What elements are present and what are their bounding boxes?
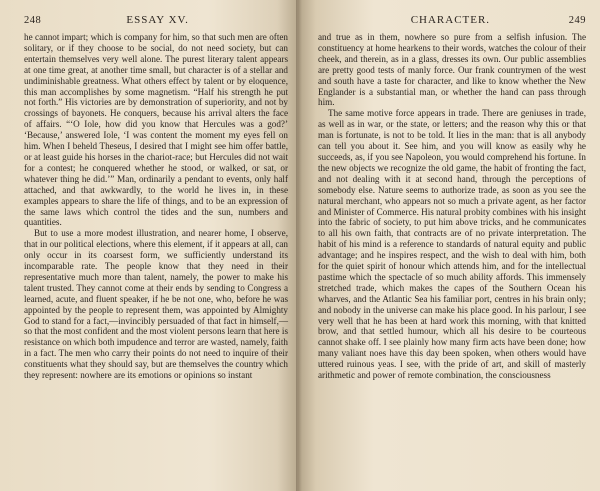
right-paragraph-2: The same motive force appears in trade. There are geniuses in trade, as well as in war, or the state, or letters; and the reason why this or that man is fortunate, is not to be told. It lies in the man: that is all anybody can tell you about it. See him, and you will know as easily why he succeeds, as, if you see Napoleon, you would comprehend his fortune. In the new objects we recognize the old game, the habit of fronting the fact, and not dealing with it at second hand, through the perceptions of somebody else. Nature seems to authorize trade, as soon as you see the natural merchant, who appears not so much a private agent, as her factor and Minister of Commerce. His natural probity combines with his insight into the fabric of society, to put him above tricks, and he communicates to all his own faith, that contracts are of no private interpretation. The habit of his mind is a reference to standards of natural equity and public advantage; and he inspires respect, and the wish to deal with him, both for the quiet spirit of honour which attends him, and for the intellectual pastime which the spectacle of so much ability affords. This immensely stretched trade, which makes the capes of the Southern Ocean his wharves, and the Atlantic Sea his familiar port, centres in his brain only; and nobody in the universe can make his place good. In his parlour, I see very well that he has been at hard work this morning, with that knitted brow, and that settled humour, which all his desire to be courteous cannot shake off. I see plainly how many firm acts have been done; how many valiant noes have this day been spoken, when others would have uttered ruinous yeas. I see, with the pride of art, and skill of masterly arithmetic and power of remote combination, the consciousness bbox=[318, 108, 586, 381]
right-page-text bbox=[318, 32, 586, 381]
right-page bbox=[298, 0, 600, 491]
left-running-head bbox=[24, 14, 288, 26]
right-page-number: 249 bbox=[568, 15, 586, 26]
right-running-head bbox=[318, 14, 586, 26]
left-page bbox=[0, 0, 298, 491]
right-running-title: CHARACTER. bbox=[410, 14, 491, 26]
left-paragraph-1: he cannot impart; which is company for him, so that such men are often solitary, or if they choose to be social, do not need society, but can entertain themselves very well alone. The purest literary talent appears at one time great, at another time small, but character is of a stellar and undiminishable greatness. What others effect by talent or by eloquence, this man accomplishes by some magnetism. “Half his strength he put not forth.” His victories are by demonstration of superiority, and not by crossings of bayonets. He conquers, because his arrival alters the face of affairs. “‘O Iole, how did you know that Hercules was a god?’ ‘Because,’ answered Iole, ‘I was content the moment my eyes fell on him. When I beheld Theseus, I desired that I might see him offer battle, or at least guide his horses in the chariot-race; but Hercules did not wait for a contest; he conquered whether he stood, or walked, or sat, or whatever thing he did.’” Man, ordinarily a pendant to events, only half attached, and that awkwardly, to the world he lives in, in these examples appears to share the life of things, and to be an expression of the same laws which control the tides and the sun, numbers and quantities. bbox=[24, 32, 288, 228]
left-paragraph-2: But to use a more modest illustration, and nearer home, I observe, that in our political elections, where this element, if it appears at all, can only occur in its coarsest form, we sufficiently understand its incomparable rate. The people know that they need in their representative much more than talent, namely, the power to make his talent trusted. They cannot come at their ends by sending to Congress a learned, acute, and fluent speaker, if he be not one, who, before he was appointed by the people to represent them, was appointed by Almighty God to stand for a fact,—invincibly persuaded of that fact in himself,—so that the most confident and the most violent persons learn that here is resistance on which both impudence and terror are wasted, namely, faith in a fact. The men who carry their points do not need to inquire of their constituents what they should say, but are themselves the country which they represent: nowhere are its emotions or opinions so instant bbox=[24, 228, 288, 381]
left-running-title: ESSAY XV. bbox=[126, 14, 189, 26]
left-page-number: 248 bbox=[24, 15, 42, 26]
right-paragraph-1: and true as in them, nowhere so pure from a selfish infusion. The constituency at home hearkens to their words, watches the colour of their cheek, and therein, as in a glass, dresses its own. Our public assemblies are pretty good tests of manly force. Our frank countrymen of the west and south have a taste for character, and like to know whether the New Englander is a substantial man, or whether the hand can pass through him. bbox=[318, 32, 586, 108]
left-page-text bbox=[24, 32, 288, 381]
